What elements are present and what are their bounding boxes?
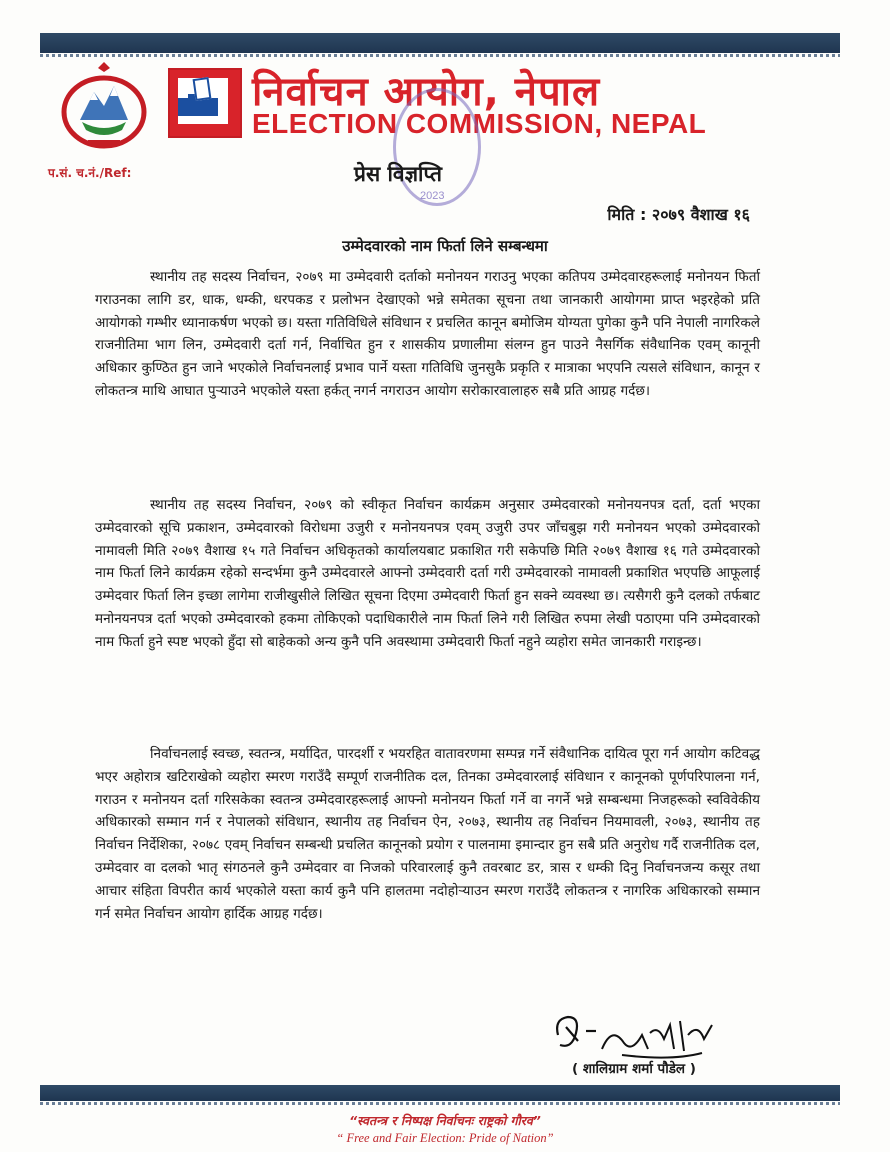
handwritten-signature-icon	[552, 1005, 727, 1065]
footer-band	[40, 1085, 840, 1101]
footer-motto-nepali: “स्वतन्त्र र निष्पक्ष निर्वाचनः राष्ट्रको गौरव”	[349, 1113, 541, 1128]
document-type: प्रेस विज्ञप्ति	[354, 162, 442, 186]
signatory-name: ( शालिग्राम शर्मा पौडेल )	[572, 1061, 696, 1077]
body-paragraph-2: स्थानीय तह सदस्य निर्वाचन, २०७९ को स्वीकृत निर्वाचन कार्यक्रम अनुसार उम्मेदवारको मनोनयनपत्र दर्ता, दर्ता भएका उम्मेदवारको सूचि प्रकाशन, उम्मेदवारको विरोधमा उजुरी र मनोनयनपत्र एवम् उजुरी उपर जाँचबुझ गरी मनोनयन भएको उम्मेदवारको नामावली मिति २०७९ वैशाख १५ गते निर्वाचन अधिकृतको कार्यालयबाट प्रकाशित गरी सकेपछि मिति २०७९ वैशाख १६ गते उम्मेदवारको नाम फिर्ता लिने कार्यक्रम रहेको सन्दर्भमा कुनै उम्मेदवारले आफ्नो उम्मेदवारी दर्ता गरी उम्मेदवारको नामावली प्रकाशित भएपछि आफूलाई उम्मेदवार फिर्ता लिन इच्छा लागेमा राजीखुसीले लिखित सूचना दिएमा उम्मेदवारी फिर्ता हुन सक्ने व्यवस्था छ। त्यसैगरी कुनै दलको तर्फबाट मनोनयनपत्र दर्ता भएको उम्मेदवारको हकमा तोकिएको पदाधिकारीले नाम फिर्ता लिने गरी लिखित रुपमा लेखी पठाएमा पनि उम्मेदवारको नाम फिर्ता हुने स्पष्ट भएको हुँदा सो बाहेकको अन्य कुनै पनि अवस्थामा उम्मेदवारी फिर्ता नहुने व्यहोरा समेत जानकारी गराइन्छ।	[95, 497, 760, 650]
subject-heading: उम्मेदवारको नाम फिर्ता लिने सम्बन्धमा	[342, 237, 548, 255]
stamp-year: 2023	[420, 190, 445, 202]
footer-motto-english: “ Free and Fair Election: Pride of Nation”	[336, 1131, 554, 1145]
header-band	[40, 33, 840, 53]
body-paragraph-1: स्थानीय तह सदस्य निर्वाचन, २०७९ मा उम्मेदवारी दर्ताको मनोनयन गराउनु भएका कतिपय उम्मेदवारहरूलाई मनोनयन फिर्ता गराउनका लागि डर, धाक, धम्की, धरपकड र प्रलोभन देखाएको भन्ने समेतका सूचना तथा जानकारी आयोगमा प्राप्त भइरहेको प्रति आयोगको गम्भीर ध्यानाकर्षण भएको छ। यस्ता गतिविधिले संविधान र प्रचलित कानून बमोजिम योग्यता पुगेका कुनै पनि नेपाली नागरिकले राजनीतिमा भाग लिन, उम्मेदवारी दर्ता गर्न, निर्वाचित हुन र शासकीय प्रणालीमा संलग्न हुन पाउने नैसर्गिक संवैधानिक एवम् कानूनी अधिकार कुण्ठित हुन जाने भएकोले निर्वाचनलाई प्रभाव पार्ने यस्ता गतिविधि जुनसुकै प्रकृति र मात्राका भएपनि त्यसले संविधान, कानून र लोकतन्त्र माथि आघात पुऱ्याउने भएकोले यस्ता हर्कत् नगर्न नगराउन आयोग सरोकारवालाहरु सबै प्रति आग्रह गर्दछ।	[95, 269, 760, 399]
official-stamp-icon	[393, 88, 481, 206]
ballot-box-logo-icon	[168, 68, 242, 138]
org-title-english: ELECTION COMMISSION, NEPAL	[252, 108, 707, 139]
org-title-nepali: निर्वाचन आयोग, नेपाल	[252, 69, 601, 115]
reference-label: प.सं. च.नं./Ref:	[48, 166, 132, 180]
body-paragraph-3: निर्वाचनलाई स्वच्छ, स्वतन्त्र, मर्यादित, पारदर्शी र भयरहित वातावरणमा सम्पन्न गर्ने संवैधानिक दायित्व पूरा गर्न आयोग कटिवद्ध भएर अहोरात्र खटिराखेको व्यहोरा स्मरण गराउँदै सम्पूर्ण राजनीतिक दल, तिनका उम्मेदवारलाई संविधान र कानूनको पूर्णपरिपालना गर्न, गराउन र मनोनयन दर्ता गरिसकेका स्वतन्त्र उम्मेदवारहरूलाई आफ्नो मनोनयन फिर्ता गर्ने वा नगर्ने भन्ने सम्बन्धमा निजहरूको स्वविवेकीय अधिकारको सम्मान गर्न र नेपालको संविधान, स्थानीय तह निर्वाचन ऐन, २०७३, स्थानीय तह निर्वाचन नियमावली, २०७३, स्थानीय तह निर्वाचन निर्देशिका, २०७८ एवम् निर्वाचन सम्बन्धी प्रचलित कानूनको प्रयोग र पालनामा इमान्दार हुन सबै प्रति अनुरोध गर्दै राजनीतिक दल, उम्मेदवार वा दलको भातृ संगठनले कुनै उम्मेदवार वा निजको परिवारलाई कुनै तवरबाट डर, त्रास र धम्की दिनु निर्वाचनजन्य कसूर तथा आचार संहिता विपरीत कार्य भएकोले यस्ता कार्य कुनै पनि हालतमा नदोहोऱ्याउन स्मरण गराउँदै लोकतन्त्र र नागरिक अधिकारको सम्मान गर्न समेत निर्वाचन आयोग हार्दिक आग्रह गर्दछ।	[95, 746, 760, 922]
document-date: मिति : २०७९ वैशाख १६	[607, 205, 750, 224]
nepal-emblem-icon	[58, 62, 150, 152]
